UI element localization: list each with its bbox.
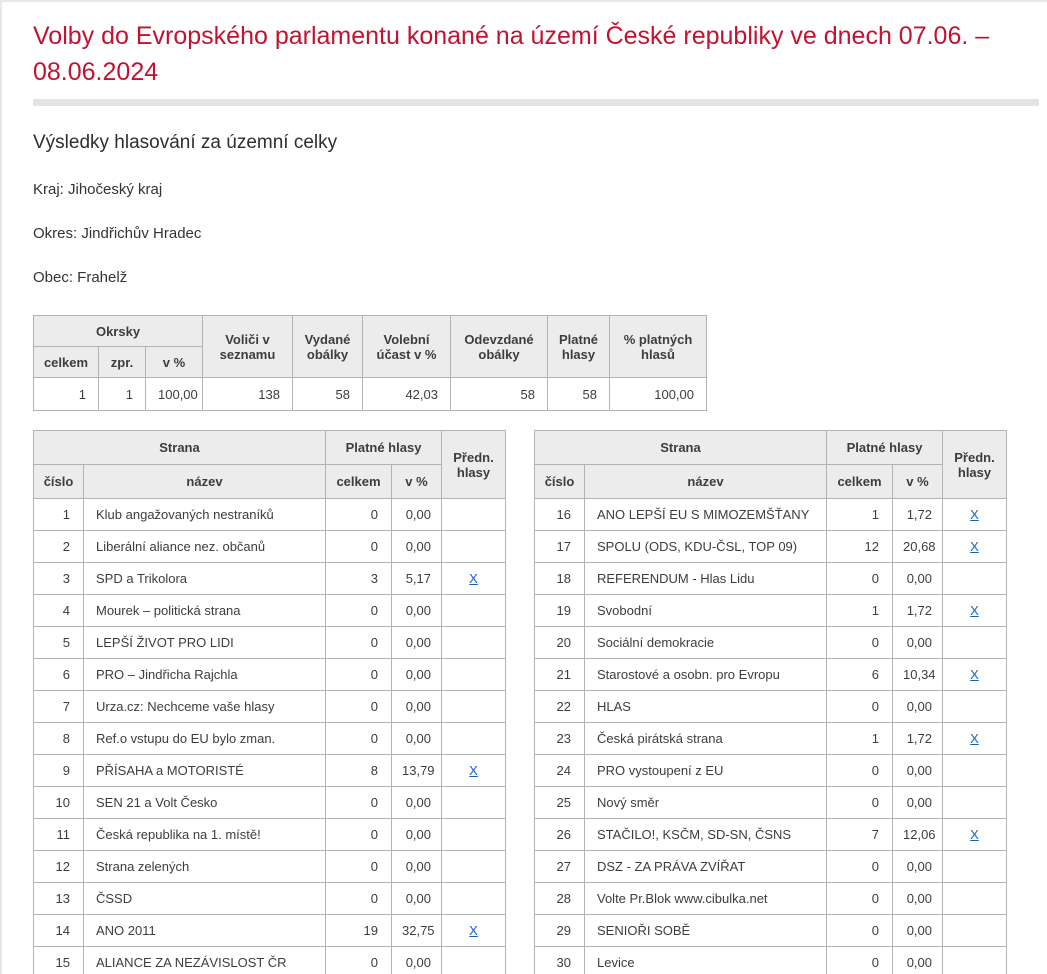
party-percent-cell: 20,68 [893,531,943,563]
okrsky-total-value: 1 [34,378,99,411]
party-name-cell: Česká republika na 1. místě! [84,819,326,851]
valid-votes-pct-header: % platných hlasů [610,316,707,378]
party-votes-cell: 0 [326,787,392,819]
party-percent-cell: 1,72 [893,595,943,627]
issued-envelopes-value: 58 [293,378,363,411]
party-percent-cell: 0,00 [392,659,442,691]
party-name-cell: LEPŠÍ ŽIVOT PRO LIDI [84,627,326,659]
party-number-cell: 11 [34,819,84,851]
preferential-votes-cell [442,659,506,691]
valid-votes-header: Platné hlasy [548,316,610,378]
party-row [535,851,1007,883]
party-number-header: číslo [34,465,84,499]
strana-group-header: Strana [535,431,827,465]
party-name-cell: Česká pirátská strana [585,723,827,755]
party-votes-cell: 0 [827,947,893,974]
party-number-cell: 19 [535,595,585,627]
pref-votes-header: Předn. hlasy [442,431,506,499]
preferential-votes-cell [442,595,506,627]
preferential-votes-cell [943,723,1007,755]
party-votes-cell: 0 [827,627,893,659]
party-number-cell: 8 [34,723,84,755]
page [2,2,1047,974]
preferential-votes-cell [442,787,506,819]
party-votes-cell: 0 [326,531,392,563]
party-number-cell: 14 [34,915,84,947]
party-row [34,723,506,755]
preferential-votes-link[interactable]: X [970,731,979,746]
voters-value: 138 [203,378,293,411]
party-percent-cell: 0,00 [392,531,442,563]
party-name-cell: ANO LEPŠÍ EU S MIMOZEMŠŤANY [585,499,827,531]
party-percent-cell: 0,00 [893,563,943,595]
party-header-row-1 [34,431,506,465]
party-row [535,723,1007,755]
party-number-cell: 18 [535,563,585,595]
summary-values-row [34,378,707,411]
party-percent-cell: 1,72 [893,499,943,531]
party-row [34,659,506,691]
party-row [34,851,506,883]
preferential-votes-cell [943,915,1007,947]
returned-envelopes-value: 58 [451,378,548,411]
preferential-votes-cell [442,947,506,974]
party-votes-cell: 0 [827,691,893,723]
party-votes-header: celkem [827,465,893,499]
party-percent-cell: 0,00 [392,787,442,819]
preferential-votes-link[interactable]: X [970,507,979,522]
party-number-cell: 26 [535,819,585,851]
party-number-cell: 13 [34,883,84,915]
party-percent-cell: 0,00 [893,947,943,974]
party-name-cell: Klub angažovaných nestraníků [84,499,326,531]
party-name-cell: ALIANCE ZA NEZÁVISLOST ČR [84,947,326,974]
party-name-header: název [84,465,326,499]
preferential-votes-link[interactable]: X [469,571,478,586]
party-row [535,691,1007,723]
party-pct-header: v % [392,465,442,499]
party-percent-cell: 10,34 [893,659,943,691]
party-name-cell: SPOLU (ODS, KDU-ČSL, TOP 09) [585,531,827,563]
party-name-cell: ČSSD [84,883,326,915]
preferential-votes-cell [442,883,506,915]
okrsky-pct-value: 100,00 [146,378,203,411]
party-row [535,883,1007,915]
party-votes-cell: 0 [827,883,893,915]
party-votes-cell: 7 [827,819,893,851]
turnout-summary-table [33,315,707,411]
party-row [34,915,506,947]
results-subtitle: Výsledky hlasování za územní celky [33,132,338,153]
returned-envelopes-header: Odevzdané obálky [451,316,548,378]
preferential-votes-cell [943,787,1007,819]
voters-header: Voliči v seznamu [203,316,293,378]
preferential-votes-link[interactable]: X [970,539,979,554]
preferential-votes-cell [442,723,506,755]
party-percent-cell: 32,75 [392,915,442,947]
party-name-cell: DSZ - ZA PRÁVA ZVÍŘAT [585,851,827,883]
party-number-cell: 12 [34,851,84,883]
party-votes-cell: 0 [326,595,392,627]
party-number-cell: 2 [34,531,84,563]
party-name-cell: SEN 21 a Volt Česko [84,787,326,819]
preferential-votes-cell [943,531,1007,563]
party-number-cell: 1 [34,499,84,531]
party-percent-cell: 0,00 [392,819,442,851]
preferential-votes-cell [943,883,1007,915]
party-votes-cell: 19 [326,915,392,947]
party-name-cell: PRO vystoupení z EU [585,755,827,787]
preferential-votes-cell [442,755,506,787]
preferential-votes-cell [943,627,1007,659]
party-number-cell: 5 [34,627,84,659]
party-votes-cell: 3 [326,563,392,595]
preferential-votes-cell [943,819,1007,851]
preferential-votes-link[interactable]: X [970,603,979,618]
party-votes-cell: 0 [326,947,392,974]
party-number-cell: 3 [34,563,84,595]
party-row [535,659,1007,691]
valid-votes-group-header: Platné hlasy [326,431,442,465]
party-header-row-1 [535,431,1007,465]
party-number-cell: 28 [535,883,585,915]
party-name-cell: SENIOŘI SOBĚ [585,915,827,947]
party-number-cell: 16 [535,499,585,531]
party-header-row-2 [535,465,1007,499]
party-name-cell: PŘÍSAHA a MOTORISTÉ [84,755,326,787]
party-name-cell: Urza.cz: Nechceme vaše hlasy [84,691,326,723]
party-number-cell: 7 [34,691,84,723]
party-table-right [534,430,1007,974]
preferential-votes-cell [442,851,506,883]
preferential-votes-cell [442,531,506,563]
party-votes-cell: 0 [326,819,392,851]
party-name-cell: SPD a Trikolora [84,563,326,595]
party-number-cell: 24 [535,755,585,787]
party-percent-cell: 5,17 [392,563,442,595]
party-name-header: název [585,465,827,499]
party-number-cell: 29 [535,915,585,947]
preferential-votes-link[interactable]: X [469,763,478,778]
party-number-cell: 21 [535,659,585,691]
party-name-cell: Levice [585,947,827,974]
party-votes-cell: 0 [326,723,392,755]
party-row [34,531,506,563]
preferential-votes-cell [442,819,506,851]
party-votes-cell: 0 [827,563,893,595]
party-percent-cell: 13,79 [392,755,442,787]
party-row [535,627,1007,659]
party-name-cell: Volte Pr.Blok www.cibulka.net [585,883,827,915]
party-percent-cell: 0,00 [392,851,442,883]
party-row [34,595,506,627]
party-name-cell: Mourek – politická strana [84,595,326,627]
party-row [34,499,506,531]
party-row [34,627,506,659]
party-row [34,819,506,851]
valid-votes-group-header: Platné hlasy [827,431,943,465]
preferential-votes-cell [442,691,506,723]
party-name-cell: Liberální aliance nez. občanů [84,531,326,563]
party-number-cell: 22 [535,691,585,723]
region-line: Kraj: Jihočeský kraj [33,181,163,198]
party-name-cell: PRO – Jindřicha Rajchla [84,659,326,691]
party-percent-cell: 0,00 [392,723,442,755]
party-number-header: číslo [535,465,585,499]
okrsky-total-header: celkem [34,347,99,378]
party-percent-cell: 0,00 [893,851,943,883]
party-header-row-2 [34,465,506,499]
strana-group-header: Strana [34,431,326,465]
party-row [535,755,1007,787]
party-votes-cell: 0 [827,915,893,947]
preferential-votes-cell [943,595,1007,627]
party-row [535,499,1007,531]
party-votes-cell: 0 [827,851,893,883]
okrsky-pct-header: v % [146,347,203,378]
pref-votes-header: Předn. hlasy [943,431,1007,499]
party-votes-cell: 0 [326,659,392,691]
party-name-cell: HLAS [585,691,827,723]
preferential-votes-cell [943,563,1007,595]
party-row [34,691,506,723]
party-percent-cell: 0,00 [893,915,943,947]
preferential-votes-link[interactable]: X [469,923,478,938]
preferential-votes-cell [943,755,1007,787]
preferential-votes-cell [442,915,506,947]
party-percent-cell: 0,00 [392,595,442,627]
preferential-votes-link[interactable]: X [970,827,979,842]
party-name-cell: Sociální demokracie [585,627,827,659]
preferential-votes-cell [943,659,1007,691]
party-percent-cell: 0,00 [893,787,943,819]
okrsky-processed-value: 1 [99,378,146,411]
okrsky-processed-header: zpr. [99,347,146,378]
party-name-cell: Nový směr [585,787,827,819]
party-number-cell: 6 [34,659,84,691]
party-row [535,947,1007,974]
preferential-votes-cell [943,691,1007,723]
district-line: Okres: Jindřichův Hradec [33,225,202,242]
party-number-cell: 25 [535,787,585,819]
party-tables-container [33,430,1039,974]
party-row [535,819,1007,851]
party-percent-cell: 0,00 [893,691,943,723]
party-row [535,531,1007,563]
preferential-votes-cell [442,499,506,531]
valid-votes-value: 58 [548,378,610,411]
page-title: Volby do Evropského parlamentu konané na území České republiky ve dnech 07.06. – 08.06.2024 [33,22,990,86]
issued-envelopes-header: Vydané obálky [293,316,363,378]
party-votes-cell: 1 [827,595,893,627]
party-row [34,755,506,787]
party-percent-cell: 0,00 [392,691,442,723]
party-pct-header: v % [893,465,943,499]
turnout-header: Volební účast v % [363,316,451,378]
party-row [34,787,506,819]
party-votes-cell: 1 [827,499,893,531]
party-row [34,883,506,915]
party-row [34,563,506,595]
party-name-cell: STAČILO!, KSČM, SD-SN, ČSNS [585,819,827,851]
party-votes-cell: 12 [827,531,893,563]
party-percent-cell: 0,00 [392,499,442,531]
party-votes-cell: 0 [326,499,392,531]
party-percent-cell: 0,00 [893,627,943,659]
valid-votes-pct-value: 100,00 [610,378,707,411]
party-name-cell: ANO 2011 [84,915,326,947]
party-votes-cell: 0 [827,787,893,819]
party-percent-cell: 0,00 [392,947,442,974]
party-votes-cell: 0 [326,883,392,915]
party-number-cell: 30 [535,947,585,974]
party-name-cell: Ref.o vstupu do EU bylo zman. [84,723,326,755]
preferential-votes-cell [943,851,1007,883]
party-number-cell: 4 [34,595,84,627]
party-table-left [33,430,506,974]
title-divider [33,99,1039,106]
party-number-cell: 10 [34,787,84,819]
party-row [535,595,1007,627]
party-row [535,915,1007,947]
party-votes-cell: 8 [326,755,392,787]
party-votes-cell: 0 [326,851,392,883]
party-percent-cell: 12,06 [893,819,943,851]
party-number-cell: 17 [535,531,585,563]
party-row [535,563,1007,595]
party-number-cell: 27 [535,851,585,883]
party-percent-cell: 1,72 [893,723,943,755]
party-row [535,787,1007,819]
party-votes-cell: 0 [326,691,392,723]
municipality-line: Obec: Frahelž [33,269,128,286]
party-number-cell: 20 [535,627,585,659]
party-percent-cell: 0,00 [392,627,442,659]
summary-header-row-1 [34,316,707,347]
party-name-cell: Strana zelených [84,851,326,883]
party-row [34,947,506,974]
party-votes-cell: 0 [827,755,893,787]
party-votes-cell: 0 [326,627,392,659]
preferential-votes-cell [442,563,506,595]
party-name-cell: Svobodní [585,595,827,627]
party-percent-cell: 0,00 [893,755,943,787]
preferential-votes-cell [943,499,1007,531]
party-number-cell: 15 [34,947,84,974]
party-votes-cell: 6 [827,659,893,691]
party-name-cell: REFERENDUM - Hlas Lidu [585,563,827,595]
party-votes-cell: 1 [827,723,893,755]
okrsky-group-header: Okrsky [34,316,203,347]
party-number-cell: 23 [535,723,585,755]
turnout-value: 42,03 [363,378,451,411]
party-percent-cell: 0,00 [893,883,943,915]
party-votes-header: celkem [326,465,392,499]
preferential-votes-link[interactable]: X [970,667,979,682]
preferential-votes-cell [943,947,1007,974]
party-name-cell: Starostové a osobn. pro Evropu [585,659,827,691]
party-number-cell: 9 [34,755,84,787]
preferential-votes-cell [442,627,506,659]
party-percent-cell: 0,00 [392,883,442,915]
